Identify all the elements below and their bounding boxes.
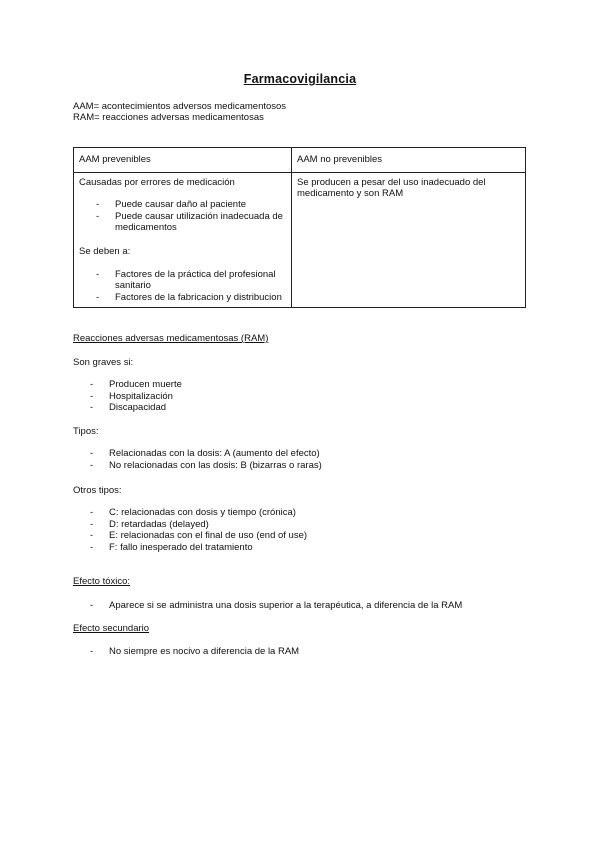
header-aam-no-prevenibles: AAM no prevenibles (292, 148, 526, 173)
list-item: - Factores de la práctica del profesional sanitario (79, 269, 286, 292)
efecto-secundario-heading: Efecto secundario (73, 623, 150, 634)
prevenibles-intro: Causadas por errores de medicación (79, 177, 235, 188)
list-item: - Relacionadas con la dosis: A (aumento del efecto) (73, 448, 533, 460)
list-item: - F: fallo inesperado del tratamiento (73, 542, 533, 554)
header-aam-prevenibles: AAM prevenibles (74, 148, 292, 173)
cell-prevenibles (74, 173, 292, 308)
efecto-toxico-heading: Efecto tóxico: (73, 576, 131, 587)
list-item: - D: retardadas (delayed) (73, 519, 533, 531)
graves-list (73, 379, 533, 414)
cell-no-prevenibles (292, 173, 526, 308)
list-item: - Factores de la fabricacion y distribucion (79, 292, 286, 304)
efecto-toxico-list (73, 600, 533, 612)
abbreviations (73, 101, 286, 123)
deben-label: Se deben a: (79, 245, 131, 257)
list-item: - No siempre es nocivo a diferencia de la RAM (73, 646, 533, 658)
list-item: - E: relacionadas con el final de uso (end of use) (73, 530, 533, 542)
graves-label: Son graves si: (73, 357, 134, 368)
list-item: - Producen muerte (73, 379, 533, 391)
tipos-list (73, 448, 533, 471)
ram-heading: Reacciones adversas medicamentosas (RAM) (73, 333, 269, 344)
factors-list (79, 269, 286, 304)
abbreviation-ram: RAM= reacciones adversas medicamentosas (73, 112, 264, 123)
no-prevenibles-text: Se producen a pesar del uso inadecuado del medicamento y son RAM (297, 177, 486, 199)
list-item: - Puede causar utilización inadecuada de medicamentos (79, 211, 286, 234)
list-item: - No relacionadas con las dosis: B (bizarras o raras) (73, 460, 533, 472)
otros-list (73, 507, 533, 553)
list-item: - C: relacionadas con dosis y tiempo (crónica) (73, 507, 533, 519)
efecto-secundario-list (73, 646, 533, 658)
table-header-row (74, 148, 526, 173)
aam-table (73, 147, 526, 308)
tipos-label: Tipos: (73, 426, 99, 437)
list-item: - Aparece si se administra una dosis superior a la terapéutica, a diferencia de la RAM (73, 600, 533, 612)
list-item: - Hospitalización (73, 391, 533, 403)
list-item: - Discapacidad (73, 402, 533, 414)
abbreviation-aam: AAM= acontecimientos adversos medicamentosos (73, 101, 287, 112)
page-title: Farmacovigilancia (243, 72, 357, 86)
table-body-row (74, 173, 526, 308)
causes-list (79, 199, 286, 234)
list-item: - Puede causar daño al paciente (79, 199, 286, 211)
otros-label: Otros tipos: (73, 485, 122, 496)
